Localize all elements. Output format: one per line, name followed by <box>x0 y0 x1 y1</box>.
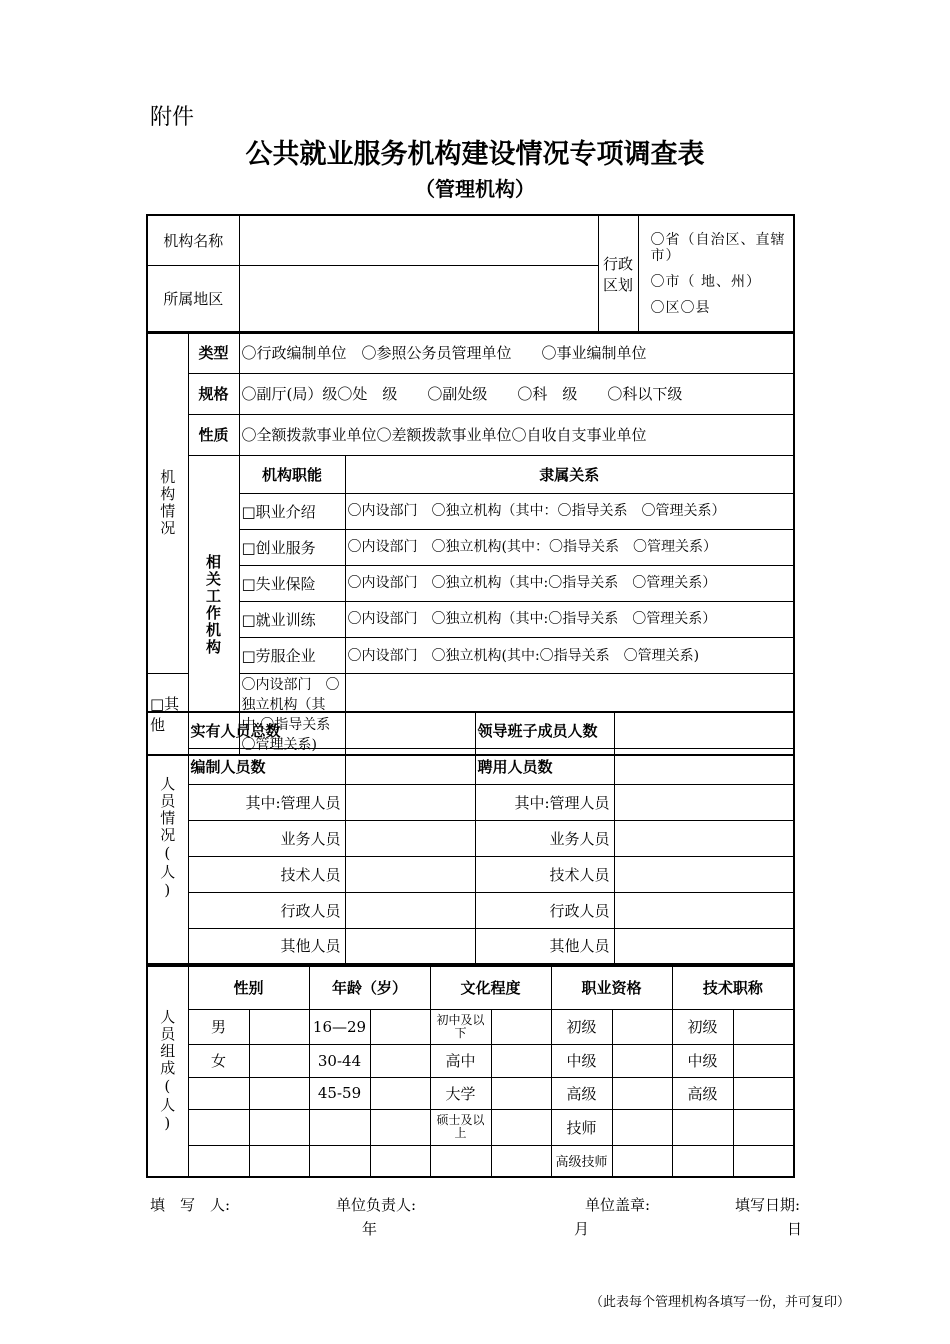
age-cell <box>309 1109 370 1145</box>
type-label: 类型 <box>188 332 239 373</box>
age-cell: 30-44 <box>309 1044 370 1077</box>
staff-row-label: 业务人员 <box>188 820 345 856</box>
education-count[interactable] <box>491 1077 551 1109</box>
leader-count-label: 领导班子成员人数 <box>475 712 614 748</box>
staff-row-label: 行政人员 <box>188 892 345 928</box>
seal-label: 单位盖章: <box>585 1196 651 1214</box>
function-item[interactable]: □职业介绍 <box>239 493 345 529</box>
age-count[interactable] <box>370 1044 430 1077</box>
staff-field[interactable] <box>345 856 475 892</box>
gender-count[interactable] <box>249 1077 309 1109</box>
hired-staff-field[interactable] <box>614 748 794 784</box>
education-header: 文化程度 <box>430 966 551 1009</box>
qualification-cell: 中级 <box>551 1044 612 1077</box>
page-subtitle: （管理机构） <box>415 177 535 201</box>
month-label: 月 <box>574 1220 590 1238</box>
age-count[interactable] <box>370 1145 430 1177</box>
head-label: 单位负责人: <box>336 1196 417 1214</box>
gender-count[interactable] <box>249 1009 309 1044</box>
education-cell: 初中及以下 <box>430 1009 491 1044</box>
qualification-cell: 技师 <box>551 1109 612 1145</box>
staff-field[interactable] <box>614 820 794 856</box>
title-count[interactable] <box>733 1109 794 1145</box>
qualification-cell: 高级 <box>551 1077 612 1109</box>
staff-field[interactable] <box>614 892 794 928</box>
staff-field[interactable] <box>614 856 794 892</box>
org-section-label: 机构情况 <box>147 332 188 673</box>
level-options[interactable]: 〇副厅(局）级〇处 级 〇副处级 〇科 级 〇科以下级 <box>239 373 794 414</box>
education-cell: 高中 <box>430 1044 491 1077</box>
authorized-staff-field[interactable] <box>345 748 475 784</box>
age-count[interactable] <box>370 1077 430 1109</box>
composition-section-label: 人员组成(人) <box>147 966 188 1177</box>
filler-label: 填 写 人: <box>150 1196 231 1214</box>
staff-row-label: 其他人员 <box>475 928 614 964</box>
age-count[interactable] <box>370 1009 430 1044</box>
function-item[interactable]: □就业训练 <box>239 601 345 637</box>
title-cell <box>672 1145 733 1177</box>
staff-row-label: 其他人员 <box>188 928 345 964</box>
basic-info-table <box>146 214 795 334</box>
staff-row-label: 技术人员 <box>188 856 345 892</box>
division-option-province[interactable]: 〇省（自治区、直辖市） <box>650 232 786 264</box>
staff-field[interactable] <box>345 820 475 856</box>
staff-field[interactable] <box>614 928 794 964</box>
division-option-district[interactable]: 〇区〇县 <box>650 300 711 316</box>
year-label: 年 <box>362 1220 378 1238</box>
staff-table <box>146 711 795 965</box>
qualification-count[interactable] <box>612 1109 672 1145</box>
relation-options[interactable]: 〇内设部门 〇独立机构（其中：〇指导关系 〇管理关系） <box>345 493 794 529</box>
division-option-city[interactable]: 〇市（ 地、州） <box>650 274 761 290</box>
type-options[interactable]: 〇行政编制单位 〇参照公务员管理单位 〇事业编制单位 <box>239 332 794 373</box>
education-count[interactable] <box>491 1044 551 1077</box>
org-name-field[interactable] <box>239 215 598 265</box>
age-cell: 45-59 <box>309 1077 370 1109</box>
staff-field[interactable] <box>345 892 475 928</box>
staff-row-label: 技术人员 <box>475 856 614 892</box>
qualification-count[interactable] <box>612 1077 672 1109</box>
staff-row-label: 其中:管理人员 <box>475 784 614 820</box>
qualification-cell: 初级 <box>551 1009 612 1044</box>
relation-options[interactable]: 〇内设部门 〇独立机构（其中:〇指导关系 〇管理关系） <box>345 565 794 601</box>
function-item[interactable]: □劳服企业 <box>239 637 345 673</box>
age-cell <box>309 1145 370 1177</box>
education-count[interactable] <box>491 1109 551 1145</box>
education-count[interactable] <box>491 1145 551 1177</box>
age-header: 年龄（岁） <box>309 966 430 1009</box>
gender-count[interactable] <box>249 1145 309 1177</box>
relation-options[interactable]: 〇内设部门 〇独立机构（其中:〇指导关系 〇管理关系） <box>345 601 794 637</box>
level-label: 规格 <box>188 373 239 414</box>
gender-count[interactable] <box>249 1044 309 1077</box>
staff-section-label: 人员情况(人) <box>147 712 188 964</box>
gender-count[interactable] <box>249 1109 309 1145</box>
age-count[interactable] <box>370 1109 430 1145</box>
composition-table <box>146 965 795 1178</box>
gender-cell: 男 <box>188 1009 249 1044</box>
function-item[interactable]: □其他 <box>147 673 188 755</box>
nature-options[interactable]: 〇全额拨款事业单位〇差额拨款事业单位〇自收自支事业单位 <box>239 414 794 455</box>
qualification-cell: 高级技师 <box>551 1145 612 1177</box>
related-org-label: 相关工作机构 <box>188 455 239 755</box>
staff-field[interactable] <box>345 928 475 964</box>
title-header: 技术职称 <box>672 966 794 1009</box>
title-count[interactable] <box>733 1044 794 1077</box>
region-field[interactable] <box>239 265 598 333</box>
org-name-label: 机构名称 <box>147 215 239 265</box>
function-item[interactable]: □失业保险 <box>239 565 345 601</box>
gender-header: 性别 <box>188 966 309 1009</box>
gender-cell: 女 <box>188 1044 249 1077</box>
education-cell: 硕士及以上 <box>430 1109 491 1145</box>
relation-options[interactable]: 〇内设部门 〇独立机构(其中:〇指导关系 〇管理关系) <box>345 637 794 673</box>
gender-cell <box>188 1077 249 1109</box>
qualification-count[interactable] <box>612 1145 672 1177</box>
title-cell: 初级 <box>672 1009 733 1044</box>
hired-staff-label: 聘用人员数 <box>475 748 614 784</box>
page-title: 公共就业服务机构建设情况专项调查表 <box>245 139 705 170</box>
gender-cell <box>188 1145 249 1177</box>
relation-options[interactable]: 〇内设部门 〇独立机构(其中：〇指导关系 〇管理关系） <box>345 529 794 565</box>
attachment-label: 附件 <box>150 105 195 130</box>
leader-count-field[interactable] <box>614 712 794 748</box>
footer-note: （此表每个管理机构各填写一份，并可复印） <box>590 1295 851 1310</box>
title-count[interactable] <box>733 1077 794 1109</box>
qualification-count[interactable] <box>612 1009 672 1044</box>
staff-field[interactable] <box>345 784 475 820</box>
relation-header: 隶属关系 <box>345 455 794 493</box>
education-cell <box>430 1145 491 1177</box>
division-label: 行政区划 <box>598 215 638 333</box>
authorized-staff-label: 编制人员数 <box>188 748 345 784</box>
title-count[interactable] <box>733 1145 794 1177</box>
title-cell <box>672 1109 733 1145</box>
education-count[interactable] <box>491 1009 551 1044</box>
title-cell: 高级 <box>672 1077 733 1109</box>
title-cell: 中级 <box>672 1044 733 1077</box>
total-staff-field[interactable] <box>345 712 475 748</box>
staff-row-label: 业务人员 <box>475 820 614 856</box>
relation-options[interactable]: 〇内设部门 〇独立机构（其中:〇指导关系 〇管理关系) <box>239 673 345 755</box>
org-info-table <box>146 331 795 756</box>
function-item[interactable]: □创业服务 <box>239 529 345 565</box>
gender-cell <box>188 1109 249 1145</box>
education-cell: 大学 <box>430 1077 491 1109</box>
total-staff-label: 实有人员总数 <box>188 712 345 748</box>
title-count[interactable] <box>733 1009 794 1044</box>
staff-field[interactable] <box>614 784 794 820</box>
division-options[interactable] <box>638 215 794 333</box>
qualification-header: 职业资格 <box>551 966 672 1009</box>
staff-row-label: 其中:管理人员 <box>188 784 345 820</box>
qualification-count[interactable] <box>612 1044 672 1077</box>
date-label: 填写日期: <box>735 1196 801 1214</box>
age-cell: 16—29 <box>309 1009 370 1044</box>
nature-label: 性质 <box>188 414 239 455</box>
staff-row-label: 行政人员 <box>475 892 614 928</box>
region-label: 所属地区 <box>147 265 239 333</box>
function-header: 机构职能 <box>239 455 345 493</box>
day-label: 日 <box>787 1220 803 1238</box>
